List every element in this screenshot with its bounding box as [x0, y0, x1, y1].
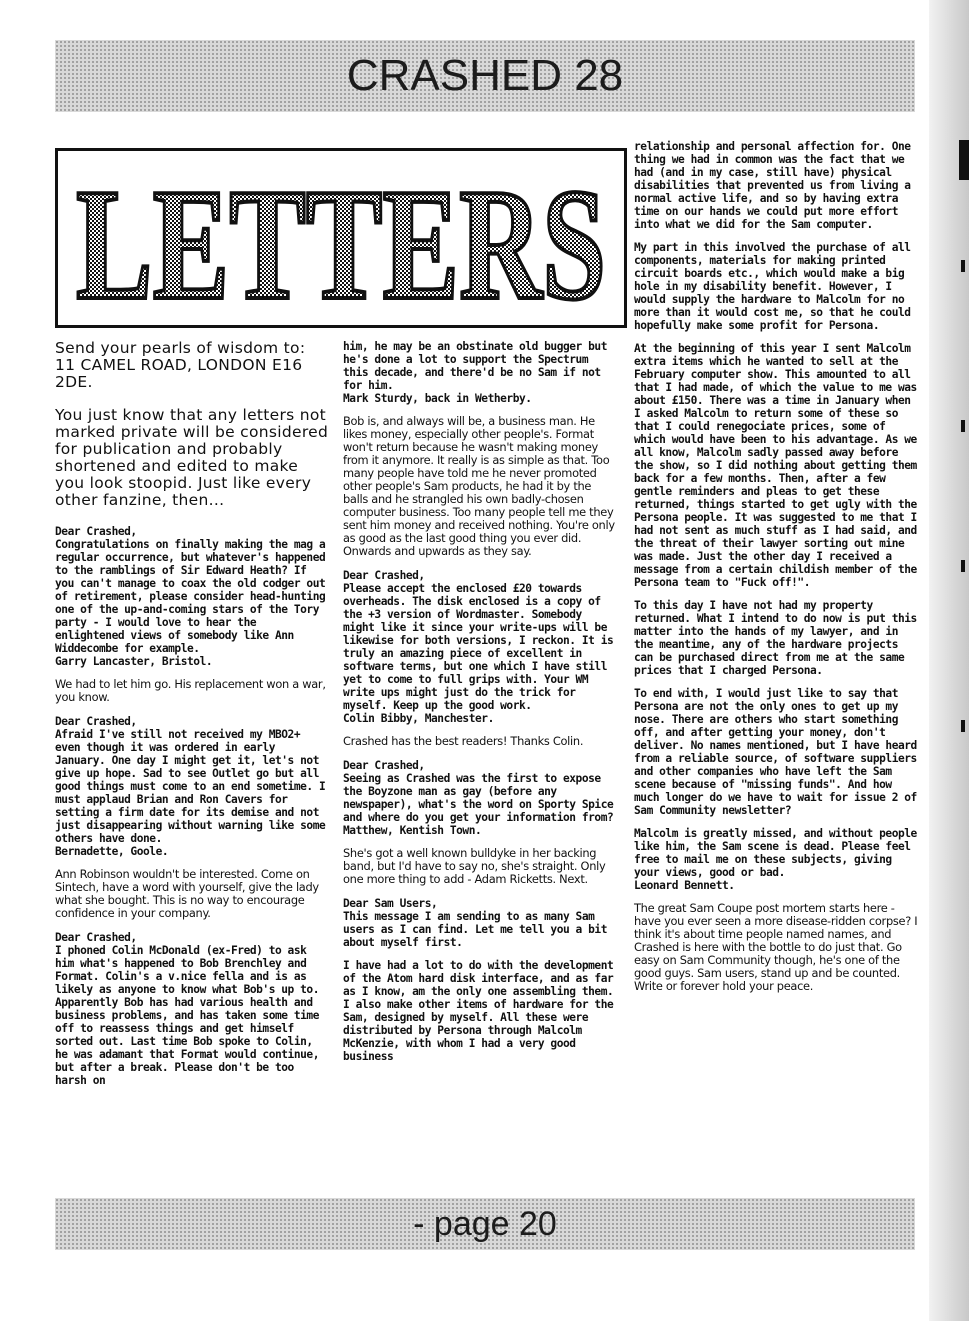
letter-mark: Dear Crashed, I phoned Colin McDonald (ex-Fred) to ask him what's happened to Bob Brenchley and Format. Colin's a v.nice fella and is as likely as anyone to know what Bob's up to. Apparently Bob has had various health and business problems, and has taken some time off to reassess things and get himself sorted out. Last time Bob spoke to Colin, he was adamant that Format would continue, but after a break. Please don't be too harsh on: [55, 931, 319, 1087]
reply-mark: Bob is, and always will be, a business man. He likes money, especially other people's. Format won't return because he wasn't making money from it anymore. It really is as simple as that. Too many people have told me he never promoted other people's Sam products, he had it by the balls and he strangled his own badly-chosen computer business. Too many people tell me they sent him money and received nothing. You're only as good as the last good thing you ever did. Onwards and upwards as they say.: [343, 414, 615, 558]
edge-mark: [961, 260, 965, 272]
letter-leonard-p6: Malcolm is greatly missed, and without people like him, the Sam scene is dead. Please feel free to mail me on these subjects, giving your views, good or bad. Leonard Bennett.: [634, 827, 917, 892]
letter-matthew: Dear Crashed, Seeing as Crashed was the first to expose the Boyzone man as gay (before any newspaper), what's the word on Sporty Spice and where do you get your information from? Matthew, Kentish Town.: [343, 759, 614, 837]
page-header-banner: [55, 40, 915, 112]
intro-notice: You just know that any letters not marked private will be considered for publication and probably shortened and edited to make you look stoopid. Just like every other fanzine, then...: [55, 406, 329, 509]
letter-leonard-p3: At the beginning of this year I sent Malcolm extra items which he wanted to sell at the February computer show. This amounted to all that I had made, of which the value to me was about £150. There was a time in January when I asked Malcolm to return some of these so that I could renegociate prices, some of which would have been to his advantage. As we all know, Malcolm sadly passed away before the show, so I did nothing about getting them back for a few months. Then, after a few gentle reminders and pleas to get these returned, things started to get ugly with the Persona people. It was suggested to me that I had not sent as much stuff as I had said, and the threat of their lawyer sorting out mine was made. Just the other day I received a message from a certain childish member of the Persona team to "Fuck off!".: [634, 342, 917, 589]
magazine-title: CRASHED 28: [346, 51, 624, 100]
letters-logo-text: LETTERS: [76, 158, 606, 318]
edge-mark: [961, 420, 965, 432]
column-right: [634, 140, 920, 1004]
reply-matthew: She's got a well known bulldyke in her backing band, but I'd have to say no, she's straight. Only one more thing to add - Adam Ricketts. Next.: [343, 846, 606, 886]
letter-garry: Dear Crashed, Congratulations on finally making the mag a regular occurrence, but whatever's happened to the ramblings of Sir Edward Heath? If you can't manage to coax the old codger out of retirement, please consider head-hunting one of the up-and-coming stars of the Tory party - I would love to hear the enlightened views of somebody like Ann Widdecombe for example. Garry Lancaster, Bristol.: [55, 525, 326, 668]
edge-mark: [961, 560, 965, 572]
letter-leonard-intro: Dear Sam Users, This message I am sending to as many Sam users as I can find. Let me tell you a bit about myself first.: [343, 897, 607, 949]
reply-colin: Crashed has the best readers! Thanks Colin.: [343, 734, 584, 748]
reply-leonard: The great Sam Coupe post mortem starts here - have you ever seen a more disease-ridden corpse? I think it's about time people named names, and Crashed is here with the bottle to do just that. Go easy on Sam Community though, he's one of the good guys. Sam users, stand up and be counted. Write or forever hold your peace.: [634, 901, 918, 993]
intro-address: Send your pearls of wisdom to: 11 CAMEL ROAD, LONDON E16 2DE.: [55, 339, 306, 391]
letter-leonard-p1-continued: relationship and personal affection for. One thing we had in common was the fact that we had (and in my case, still have) physical disabilities that prevented us from living a normal active life, and so by having extra time on our hands we could put more effort into what we did for the Sam computer.: [634, 140, 911, 231]
column-middle: [343, 340, 618, 1073]
reply-bernadette: Ann Robinson wouldn't be interested. Come on Sintech, have a word with yourself, give the lady what she bought. This is no way to encourage confidence in your company.: [55, 867, 319, 920]
letters-logo: [55, 148, 627, 328]
letter-leonard-p4: To this day I have not had my property returned. What I intend to do now is put this matter into the hands of my lawyer, and in the meantime, any of the hardware projects can be purchased direct from me at the same prices that I charged Persona.: [634, 599, 917, 677]
letter-leonard-p2: My part in this involved the purchase of all components, materials for making printed circuit boards etc., which would make a big hole in my disability benefit. However, I would supply the hardware to Malcolm for no more than it would cost me, so that he could hopefully make some profit for Persona.: [634, 241, 911, 332]
letter-mark-continued: him, he may be an obstinate old bugger but he's done a lot to support the Spectrum this decade, and there'd be no Sam if not for him. Mark Sturdy, back in Wetherby.: [343, 340, 607, 405]
letter-colin: Dear Crashed, Please accept the enclosed £20 towards overheads. The disk enclosed is a copy of the +3 version of Wordmaster. Somebody might like it since your write-ups will be likewise for both versions, I reckon. It is truly an amazing piece of excellent in software terms, but one which I have still yet to come to full grips with. Your WM write ups might just do the trick for myself. Keep up the good work. Colin Bibby, Manchester.: [343, 569, 614, 725]
edge-mark: [959, 140, 969, 180]
adjacent-page-edge: [929, 0, 969, 1321]
letter-bernadette: Dear Crashed, Afraid I've still not received my MBO2+ even though it was ordered in early January. One day I might get it, let's not give up hope. Sad to see Outlet go but all good things must come to an end sometime. I must applaud Brian and Ron Cavers for setting a firm date for its demise and not just disappearing without warning like some others have done. Bernadette, Goole.: [55, 715, 326, 858]
column-left: [55, 340, 330, 1097]
reply-garry: We had to let him go. His replacement won a war, you know.: [55, 677, 326, 704]
page-number: - page 20: [413, 1205, 557, 1243]
letter-leonard-p5: To end with, I would just like to say that Persona are not the only ones to get up my nose. There are others who start something off, and after getting your money, don't deliver. No names mentioned, but I have heard from a reliable source, of software suppliers and other companies who have left the Sam scene because of "missing funds". And how much longer do we have to wait for issue 2 of Sam Community newsletter?: [634, 687, 917, 817]
page-footer-banner: [55, 1198, 915, 1250]
edge-mark: [961, 720, 965, 732]
letters-logo-graphic: [66, 158, 616, 318]
letter-leonard-p1: I have had a lot to do with the development of the Atom hard disk interface, and as far as I know, am the only one assembling them. I also make other items of hardware for the Sam, designed by myself. All these were distributed by Persona through Malcolm McKenzie, with whom I had a very good business: [343, 959, 614, 1063]
